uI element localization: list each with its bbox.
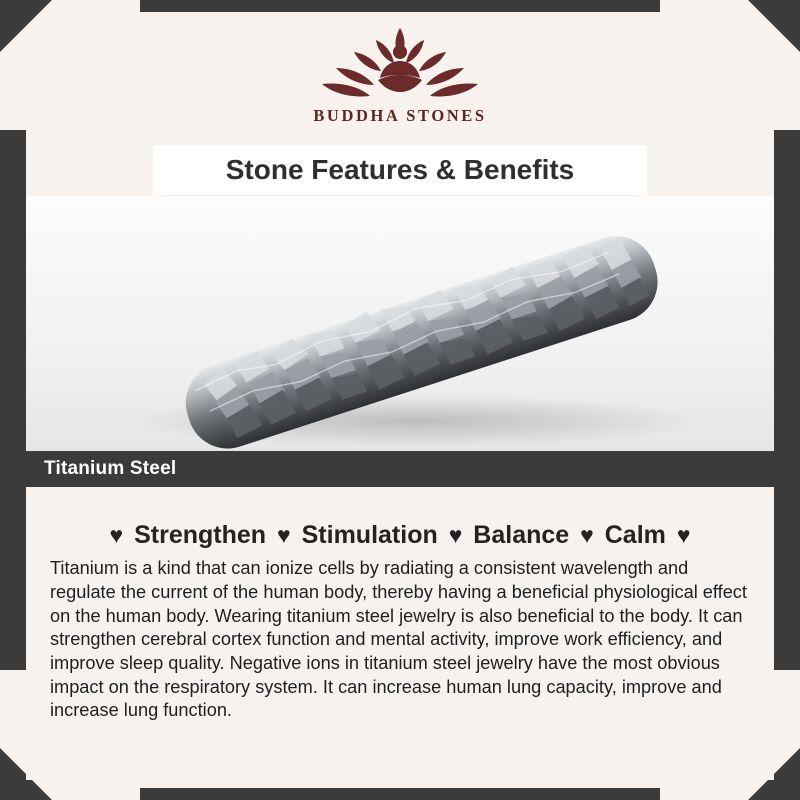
lotus-meditation-icon [316,18,484,104]
titanium-steel-crystal-illustration [26,196,774,451]
benefit-keywords [50,520,750,551]
frame-bar-right [774,130,800,670]
heart-icon: ♥ [580,522,594,548]
heart-icon: ♥ [448,522,463,548]
heart-icon: ♥ [109,522,124,548]
keyword-strengthen: Strengthen [134,521,267,549]
heart-icon: ♥ [277,522,291,548]
frame-bar-bottom [140,788,660,800]
keyword-stimulation: Stimulation [301,521,438,549]
description-paragraph: Titanium is a kind that can ionize cells by radiating a consistent wavelength and regulate the current of the human body, thereby having a beneficial physiological effect on the human body. Wearing titanium steel jewelry is also beneficial to the body. It can strengthen cerebral cortex function and mental activity, improve work efficiency, and improve sleep quality. Negative ions in titanium steel jewelry have the most obvious impact on the respiratory system. It can increase human lung capacity, improve and increase lung function. [50,558,747,721]
frame-bar-top [140,0,660,12]
section-title-band [153,145,647,195]
page-title: Stone Features & Benefits [225,154,575,185]
heart-icon: ♥ [676,522,691,548]
brand-logo-area [0,18,800,140]
stone-name-label: Titanium Steel [44,458,177,479]
keyword-calm: Calm [604,521,666,549]
keyword-balance: Balance [473,521,570,549]
brand-name: BUDDHA STONES [313,106,487,125]
frame-bar-left [0,130,26,670]
content-area [26,500,774,780]
hero-image [26,196,774,451]
image-caption-bar [26,451,774,487]
